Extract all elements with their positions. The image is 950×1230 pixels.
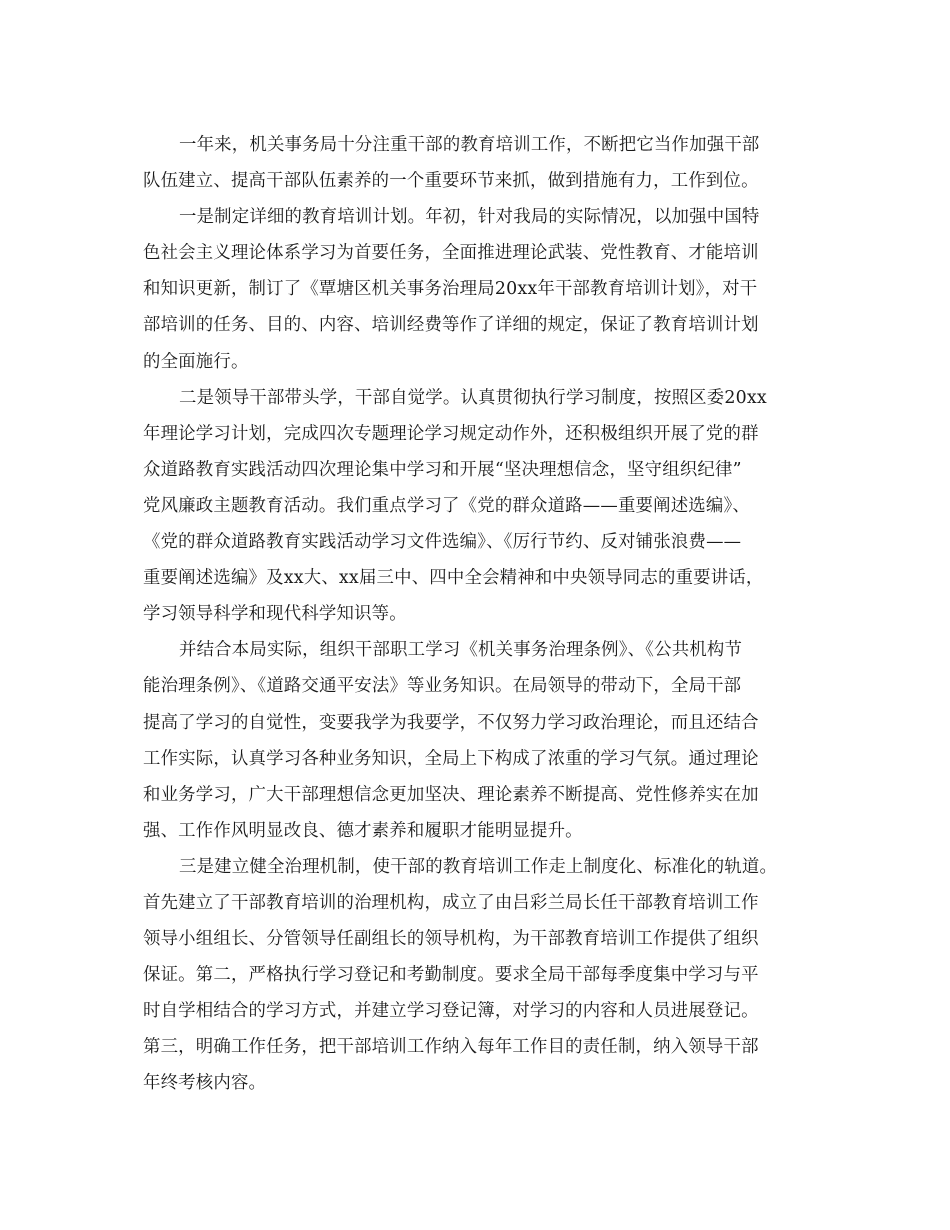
text-line: 并结合本局实际，组织干部职工学习《机关事务治理条例》、《公共机构节 xyxy=(179,640,743,661)
text-line: 《党的群众道路教育实践活动学习文件选编》、《厉行节约、反对铺张浪费—— xyxy=(143,532,742,553)
text-line: 二是领导干部带头学，干部自觉学。认真贯彻执行学习制度，按照区委20xx xyxy=(179,387,767,408)
text-line: 和业务学习，广大干部理想信念更加坚决、理论素养不断提高、党性修养实在加 xyxy=(143,784,759,805)
text-line: 首先建立了干部教育培训的治理机构，成立了由吕彩兰局长任干部教育培训工作 xyxy=(143,892,759,913)
text-line: 党风廉政主题教育活动。我们重点学习了《党的群众道路——重要阐述选编》、 xyxy=(143,495,750,516)
text-line: 和知识更新，制订了《覃塘区机关事务治理局20xx年干部教育培训计划》，对干 xyxy=(143,279,758,300)
paragraph-5 xyxy=(143,849,811,1102)
text-line: 时自学相结合的学习方式，并建立学习登记簿，对学习的内容和人员进展登记。 xyxy=(143,1001,759,1022)
text-line: 领导小组组长、分管领导任副组长的领导机构，为干部教育培训工作提供了组织 xyxy=(143,929,759,950)
text-line: 三是建立健全治理机制，使干部的教育培训工作走上制度化、标准化的轨道。 xyxy=(179,856,778,877)
text-line: 第三，明确工作任务，把干部培训工作纳入每年工作目的责任制，纳入领导干部 xyxy=(143,1037,759,1058)
text-line: 提高了学习的自觉性，变要我学为我要学，不仅努力学习政治理论，而且还结合 xyxy=(143,712,759,733)
paragraph-2 xyxy=(143,199,811,379)
text-line: 一是制定详细的教育培训计划。年初，针对我局的实际情况，以加强中国特 xyxy=(179,207,760,228)
paragraph-3 xyxy=(143,380,811,633)
text-line: 能治理条例》、《道路交通平安法》等业务知识。在局领导的带动下，全局干部 xyxy=(143,676,742,697)
text-line: 工作实际，认真学习各种业务知识，全局上下构成了浓重的学习气氛。通过理论 xyxy=(143,748,759,769)
text-line: 队伍建立、提高干部队伍素养的一个重要环节来抓，做到措施有力，工作到位。 xyxy=(143,171,759,192)
text-line: 强、工作作风明显改良、德才素养和履职才能明显提升。 xyxy=(143,820,583,841)
text-line: 的全面施行。 xyxy=(143,351,249,372)
text-line: 保证。第二，严格执行学习登记和考勤制度。要求全局干部每季度集中学习与平 xyxy=(143,965,759,986)
document-body xyxy=(143,127,811,1102)
text-line: 年理论学习计划，完成四次专题理论学习规定动作外，还积极组织开展了党的群 xyxy=(143,423,759,444)
text-line: 一年来，机关事务局十分注重干部的教育培训工作，不断把它当作加强干部 xyxy=(179,135,760,155)
text-line: 学习领导科学和现代科学知识等。 xyxy=(143,604,407,625)
text-line: 年终考核内容。 xyxy=(143,1073,267,1094)
text-line: 重要阐述选编》及xx大、xx届三中、四中全会精神和中央领导同志的重要讲话， xyxy=(143,568,764,589)
text-line: 部培训的任务、目的、内容、培训经费等作了详细的规定，保证了教育培训计划 xyxy=(143,315,759,336)
paragraph-1 xyxy=(143,127,811,199)
paragraph-4 xyxy=(143,632,811,849)
text-line: 色社会主义理论体系学习为首要任务，全面推进理论武装、党性教育、才能培训 xyxy=(143,243,759,264)
text-line: 众道路教育实践活动四次理论集中学习和开展“坚决理想信念，坚守组织纪律” xyxy=(143,459,742,480)
